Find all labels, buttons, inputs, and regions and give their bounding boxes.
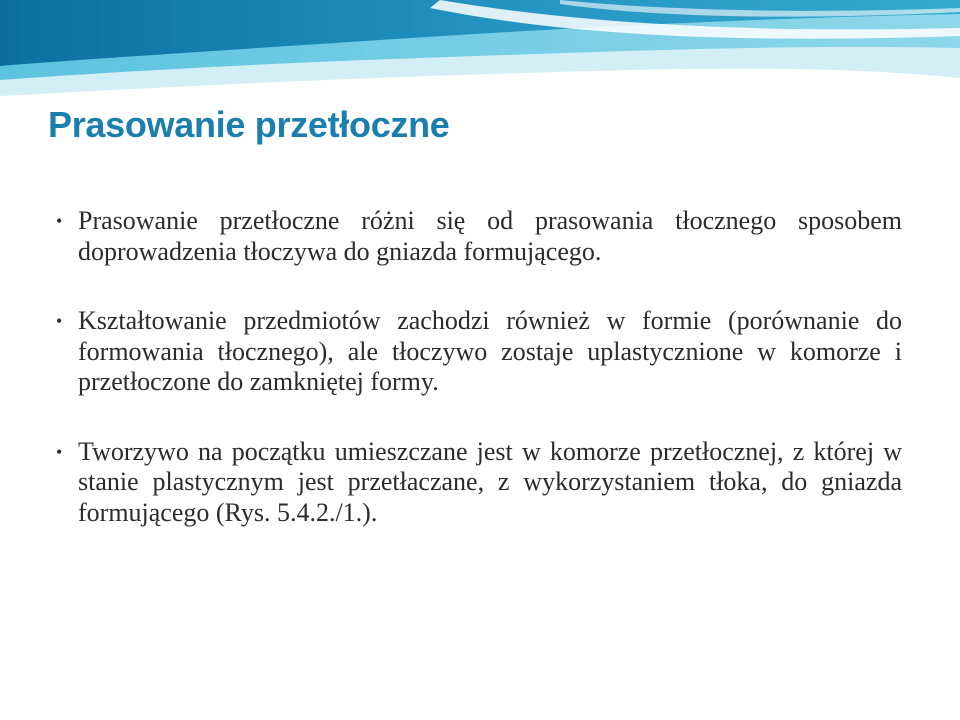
bullet-text: Prasowanie przetłoczne różni się od prasowania tłocznego sposobem doprowadzenia tłoczywa do gniazda formującego. xyxy=(78,206,902,266)
bullet-icon: • xyxy=(56,311,63,331)
bullet-item xyxy=(56,306,902,398)
header-wave-decoration xyxy=(0,0,960,110)
slide-title: Prasowanie przetłoczne xyxy=(48,104,450,145)
bullet-text: Kształtowanie przedmiotów zachodzi również w formie (porównanie do formowania tłocznego), ale tłoczywo zostaje uplastycznione w komorze i przetłoczone do zamkniętej formy. xyxy=(78,306,902,396)
bullet-item xyxy=(56,206,902,267)
bullet-icon: • xyxy=(56,441,63,462)
bullet-icon: • xyxy=(56,211,63,231)
bullet-list xyxy=(56,206,902,528)
bullet-item xyxy=(56,437,902,529)
bullet-text: Tworzywo na początku umieszczane jest w komorze przetłocznej, z której w stanie plastycznym jest przetłaczane, z wykorzystaniem tłoka, do gniazda formującego (Rys. 5.4.2./1.). xyxy=(78,436,902,527)
